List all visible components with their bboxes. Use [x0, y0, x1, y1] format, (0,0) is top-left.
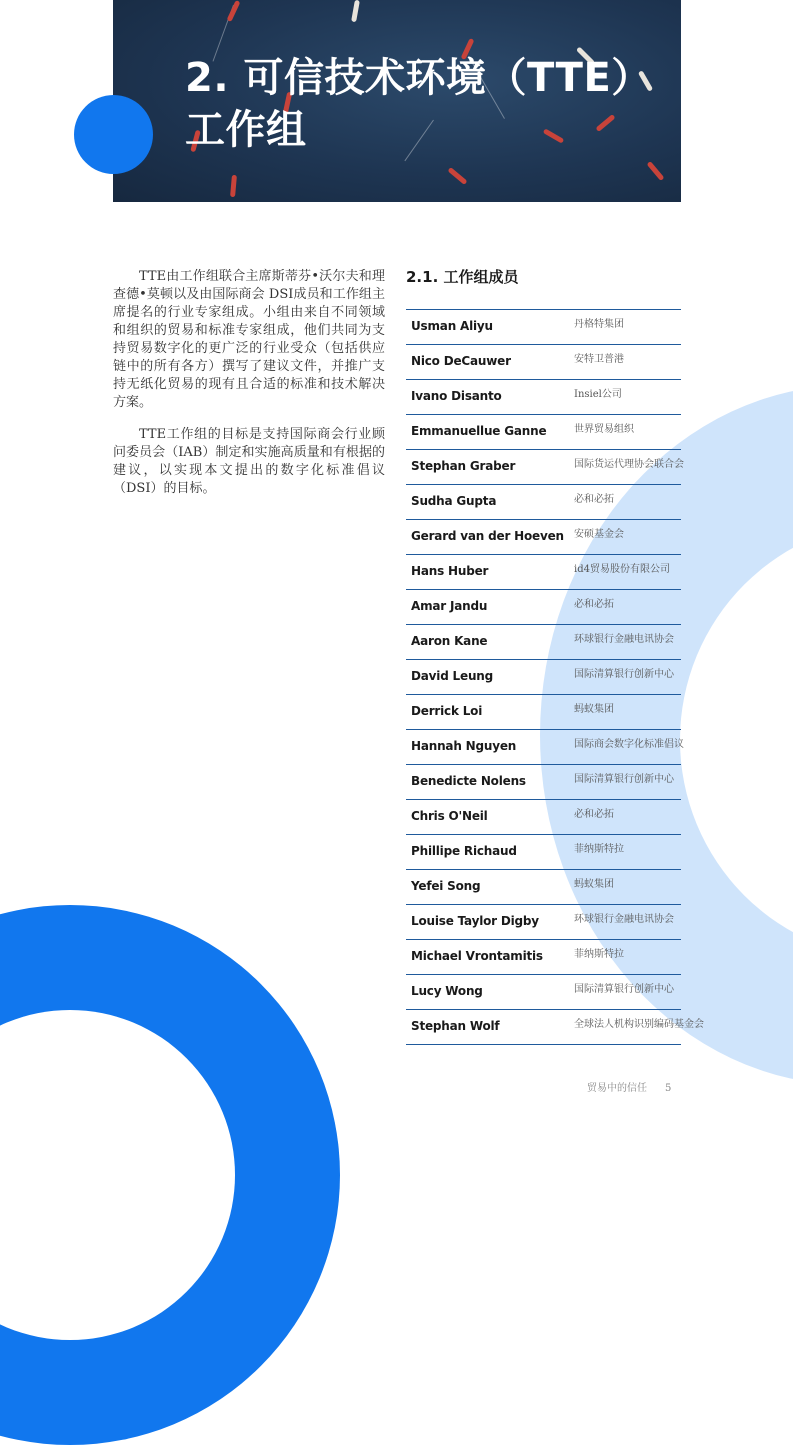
member-name: Ivano Disanto [411, 389, 502, 403]
member-organization: 丹格特集团 [574, 319, 624, 330]
member-row [406, 870, 681, 905]
member-name: David Leung [411, 669, 494, 683]
member-organization: 必和必拓 [574, 809, 614, 820]
section-title: 2.1. 工作组成员 [406, 268, 519, 286]
member-name: Yefei Song [411, 879, 481, 893]
member-organization: 蚂蚁集团 [574, 879, 614, 890]
member-name: Derrick Loi [411, 704, 483, 718]
member-name: Phillipe Richaud [411, 844, 517, 858]
intro-paragraph-1: TTE由工作组联合主席斯蒂芬•沃尔夫和理查德•莫顿以及由国际商会 DSI成员和工作组主席提名的行业专家组成。小组由来自不同领域和组织的贸易和标准专家组成，他们共同为支持贸易数字化的更广泛的行业受众（包括供应链中的所有各方）撰写了建议文件，并推广支持无纸化贸易的现有且合适的标准和技术解决方案。 [113, 269, 385, 410]
member-row [406, 1010, 704, 1045]
member-name: Chris O'Neil [411, 809, 488, 823]
member-organization: 菲纳斯特拉 [574, 949, 624, 960]
page-title [185, 52, 652, 156]
member-name: Sudha Gupta [411, 494, 497, 508]
member-organization: 必和必拓 [574, 494, 614, 505]
member-name: Michael Vrontamitis [411, 949, 543, 963]
member-organization: 国际清算银行创新中心 [574, 984, 674, 995]
member-row [406, 310, 681, 345]
member-organization: id4贸易股份有限公司 [574, 564, 670, 575]
member-row [406, 485, 681, 520]
member-row [406, 730, 684, 765]
member-name: Aaron Kane [411, 634, 488, 648]
member-row [406, 695, 681, 730]
member-row [406, 765, 681, 800]
member-organization: 世界贸易组织 [574, 424, 634, 435]
member-row [406, 415, 681, 450]
member-name: Lucy Wong [411, 984, 483, 998]
member-row [406, 975, 681, 1010]
member-row [406, 555, 681, 590]
member-name: Hans Huber [411, 564, 489, 578]
member-name: Stephan Wolf [411, 1019, 500, 1033]
member-organization: 国际清算银行创新中心 [574, 774, 674, 785]
member-organization: 国际货运代理协会联合会 [574, 459, 684, 470]
member-organization: 国际清算银行创新中心 [574, 669, 674, 680]
member-name: Hannah Nguyen [411, 739, 517, 753]
member-row [406, 625, 681, 660]
member-row [406, 345, 681, 380]
member-name: Stephan Graber [411, 459, 516, 473]
member-row [406, 590, 681, 625]
member-organization: Insiel公司 [574, 389, 622, 400]
member-row [406, 800, 681, 835]
member-organization: 安特卫普港 [574, 354, 624, 365]
member-name: Gerard van der Hoeven [411, 529, 564, 543]
footer-text: 贸易中的信任 [587, 1083, 647, 1094]
member-row [406, 380, 681, 415]
member-organization: 蚂蚁集团 [574, 704, 614, 715]
member-organization: 安硕基金会 [574, 529, 624, 540]
member-name: Louise Taylor Digby [411, 914, 539, 928]
page-footer [587, 1079, 671, 1094]
member-row [406, 660, 681, 695]
intro-paragraph-2: TTE工作组的目标是支持国际商会行业顾问委员会（IAB）制定和实施高质量和有根据的建议，以实现本文提出的数字化标准倡议（DSI）的目标。 [113, 427, 385, 496]
member-name: Emmanuellue Ganne [411, 424, 547, 438]
member-row [406, 520, 681, 555]
member-organization: 菲纳斯特拉 [574, 844, 624, 855]
member-name: Benedicte Nolens [411, 774, 526, 788]
member-row [406, 835, 681, 870]
member-row [406, 450, 684, 485]
member-organization: 环球银行金融电讯协会 [574, 914, 674, 925]
member-organization: 环球银行金融电讯协会 [574, 634, 674, 645]
accent-circle [74, 95, 153, 174]
intro-text [113, 268, 385, 512]
page-title-line1: 2. 可信技术环境（TTE） [185, 55, 652, 101]
member-name: Usman Aliyu [411, 319, 493, 333]
member-row [406, 940, 681, 975]
member-organization: 国际商会数字化标准倡议 [574, 739, 684, 750]
page-number: 5 [665, 1083, 672, 1094]
page-title-line2: 工作组 [185, 107, 307, 153]
members-table [406, 309, 704, 1045]
member-organization: 全球法人机构识别编码基金会 [574, 1019, 704, 1030]
member-row [406, 905, 681, 940]
member-name: Nico DeCauwer [411, 354, 511, 368]
member-organization: 必和必拓 [574, 599, 614, 610]
member-name: Amar Jandu [411, 599, 488, 613]
